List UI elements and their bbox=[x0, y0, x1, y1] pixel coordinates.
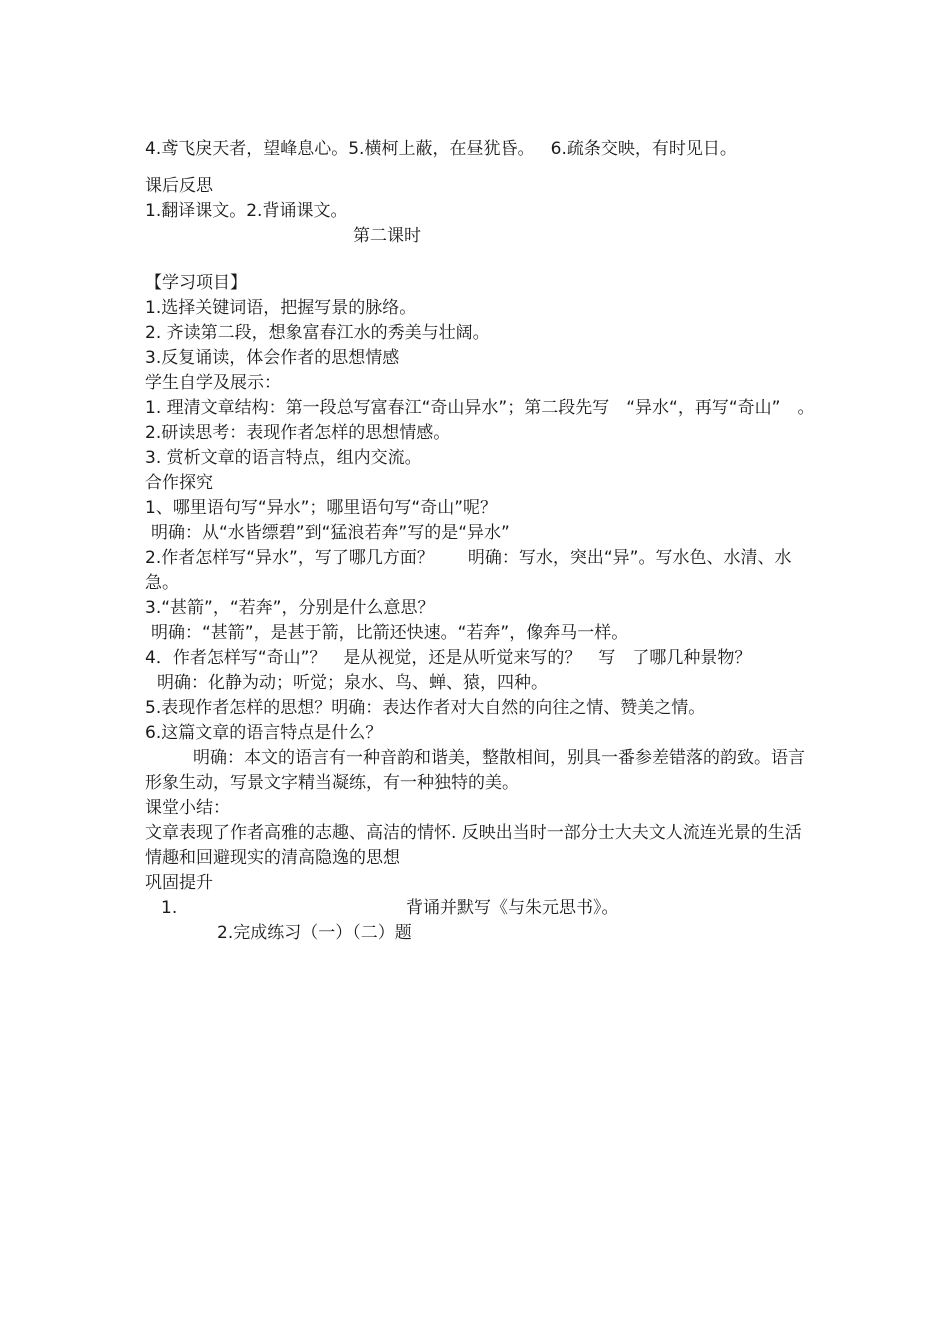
answer-item: 明确：“甚箭”，是甚于箭，比箭还快速。“若奔”，像奔马一样。 bbox=[151, 623, 629, 643]
homework-line: 1.翻译课文。2.背诵课文。 bbox=[145, 201, 348, 221]
item-number: 1. bbox=[161, 898, 178, 918]
question-item: 3.“甚箭”，“若奔”，分别是什么意思？ bbox=[145, 598, 435, 618]
answer-text: 明确：本文的语言有一种音韵和谐美，整散相间，别具一番参差错落的韵致。语言形象生动，写景文字精当凝练，有一种独特的美。 bbox=[145, 748, 805, 793]
objective-item: 3.反复诵读，体会作者的思想情感 bbox=[145, 348, 400, 368]
self-study-item: 1. 理清文章结构：第一段总写富春江“奇山异水”；第二段先写 “异水“，再写“奇山” 。 bbox=[145, 398, 815, 418]
question-item: 5.表现作者怎样的思想？明确：表达作者对大自然的向往之情、赞美之情。 bbox=[145, 698, 706, 718]
question-item: 4．作者怎样写“奇山”？ 是从视觉，还是从听觉来写的？ 写 了哪几种景物？ bbox=[145, 648, 752, 668]
section-heading-summary: 课堂小结： bbox=[145, 798, 230, 818]
section-heading-cooperation: 合作探究 bbox=[145, 473, 213, 493]
objective-item: 2. 齐读第二段，想象富春江水的秀美与壮阔。 bbox=[145, 323, 490, 343]
document-page bbox=[145, 137, 815, 946]
question-item: 6.这篇文章的语言特点是什么？ bbox=[145, 723, 383, 743]
section-heading-objectives: 【学习项目】 bbox=[145, 273, 247, 293]
question-item: 1、哪里语句写“异水”；哪里语句写“奇山”呢？ bbox=[145, 498, 498, 518]
spacer bbox=[145, 162, 815, 174]
section-heading-reflection: 课后反思 bbox=[145, 176, 213, 196]
answer-item bbox=[145, 746, 815, 796]
item-text: 背诵并默写《与朱元思书》。 bbox=[406, 898, 619, 918]
answer-item: 明确：从“水皆缥碧”到“猛浪若奔”写的是“异水” bbox=[151, 523, 510, 543]
section-heading-consolidation: 巩固提升 bbox=[145, 873, 213, 893]
spacer bbox=[145, 249, 815, 271]
consolidation-item: 2.完成练习（一）（二）题 bbox=[217, 923, 412, 943]
self-study-item: 2.研读思考：表现作者怎样的思想情感。 bbox=[145, 423, 451, 443]
answer-item: 明确：化静为动；听觉；泉水、鸟、蝉、猿，四种。 bbox=[157, 673, 548, 693]
question-item: 2.作者怎样写“异水”，写了哪几方面？ 明确：写水，突出“异”。写水色、水清、水急。 bbox=[145, 548, 792, 593]
objective-item: 1.选择关键词语，把握写景的脉络。 bbox=[145, 298, 417, 318]
self-study-item: 3. 赏析文章的语言特点，组内交流。 bbox=[145, 448, 422, 468]
section-heading-self-study: 学生自学及展示： bbox=[145, 373, 281, 393]
answer-line: 4.鸢飞戾天者，望峰息心。5.横柯上蔽，在昼犹昏。 6.疏条交映，有时见日。 bbox=[145, 139, 737, 159]
lesson-title: 第二课时 bbox=[353, 226, 421, 246]
summary-text: 文章表现了作者高雅的志趣、高洁的情怀. 反映出当时一部分士大夫文人流连光景的生活情趣和回避现实的清高隐逸的思想 bbox=[145, 823, 802, 868]
consolidation-item bbox=[145, 896, 815, 921]
